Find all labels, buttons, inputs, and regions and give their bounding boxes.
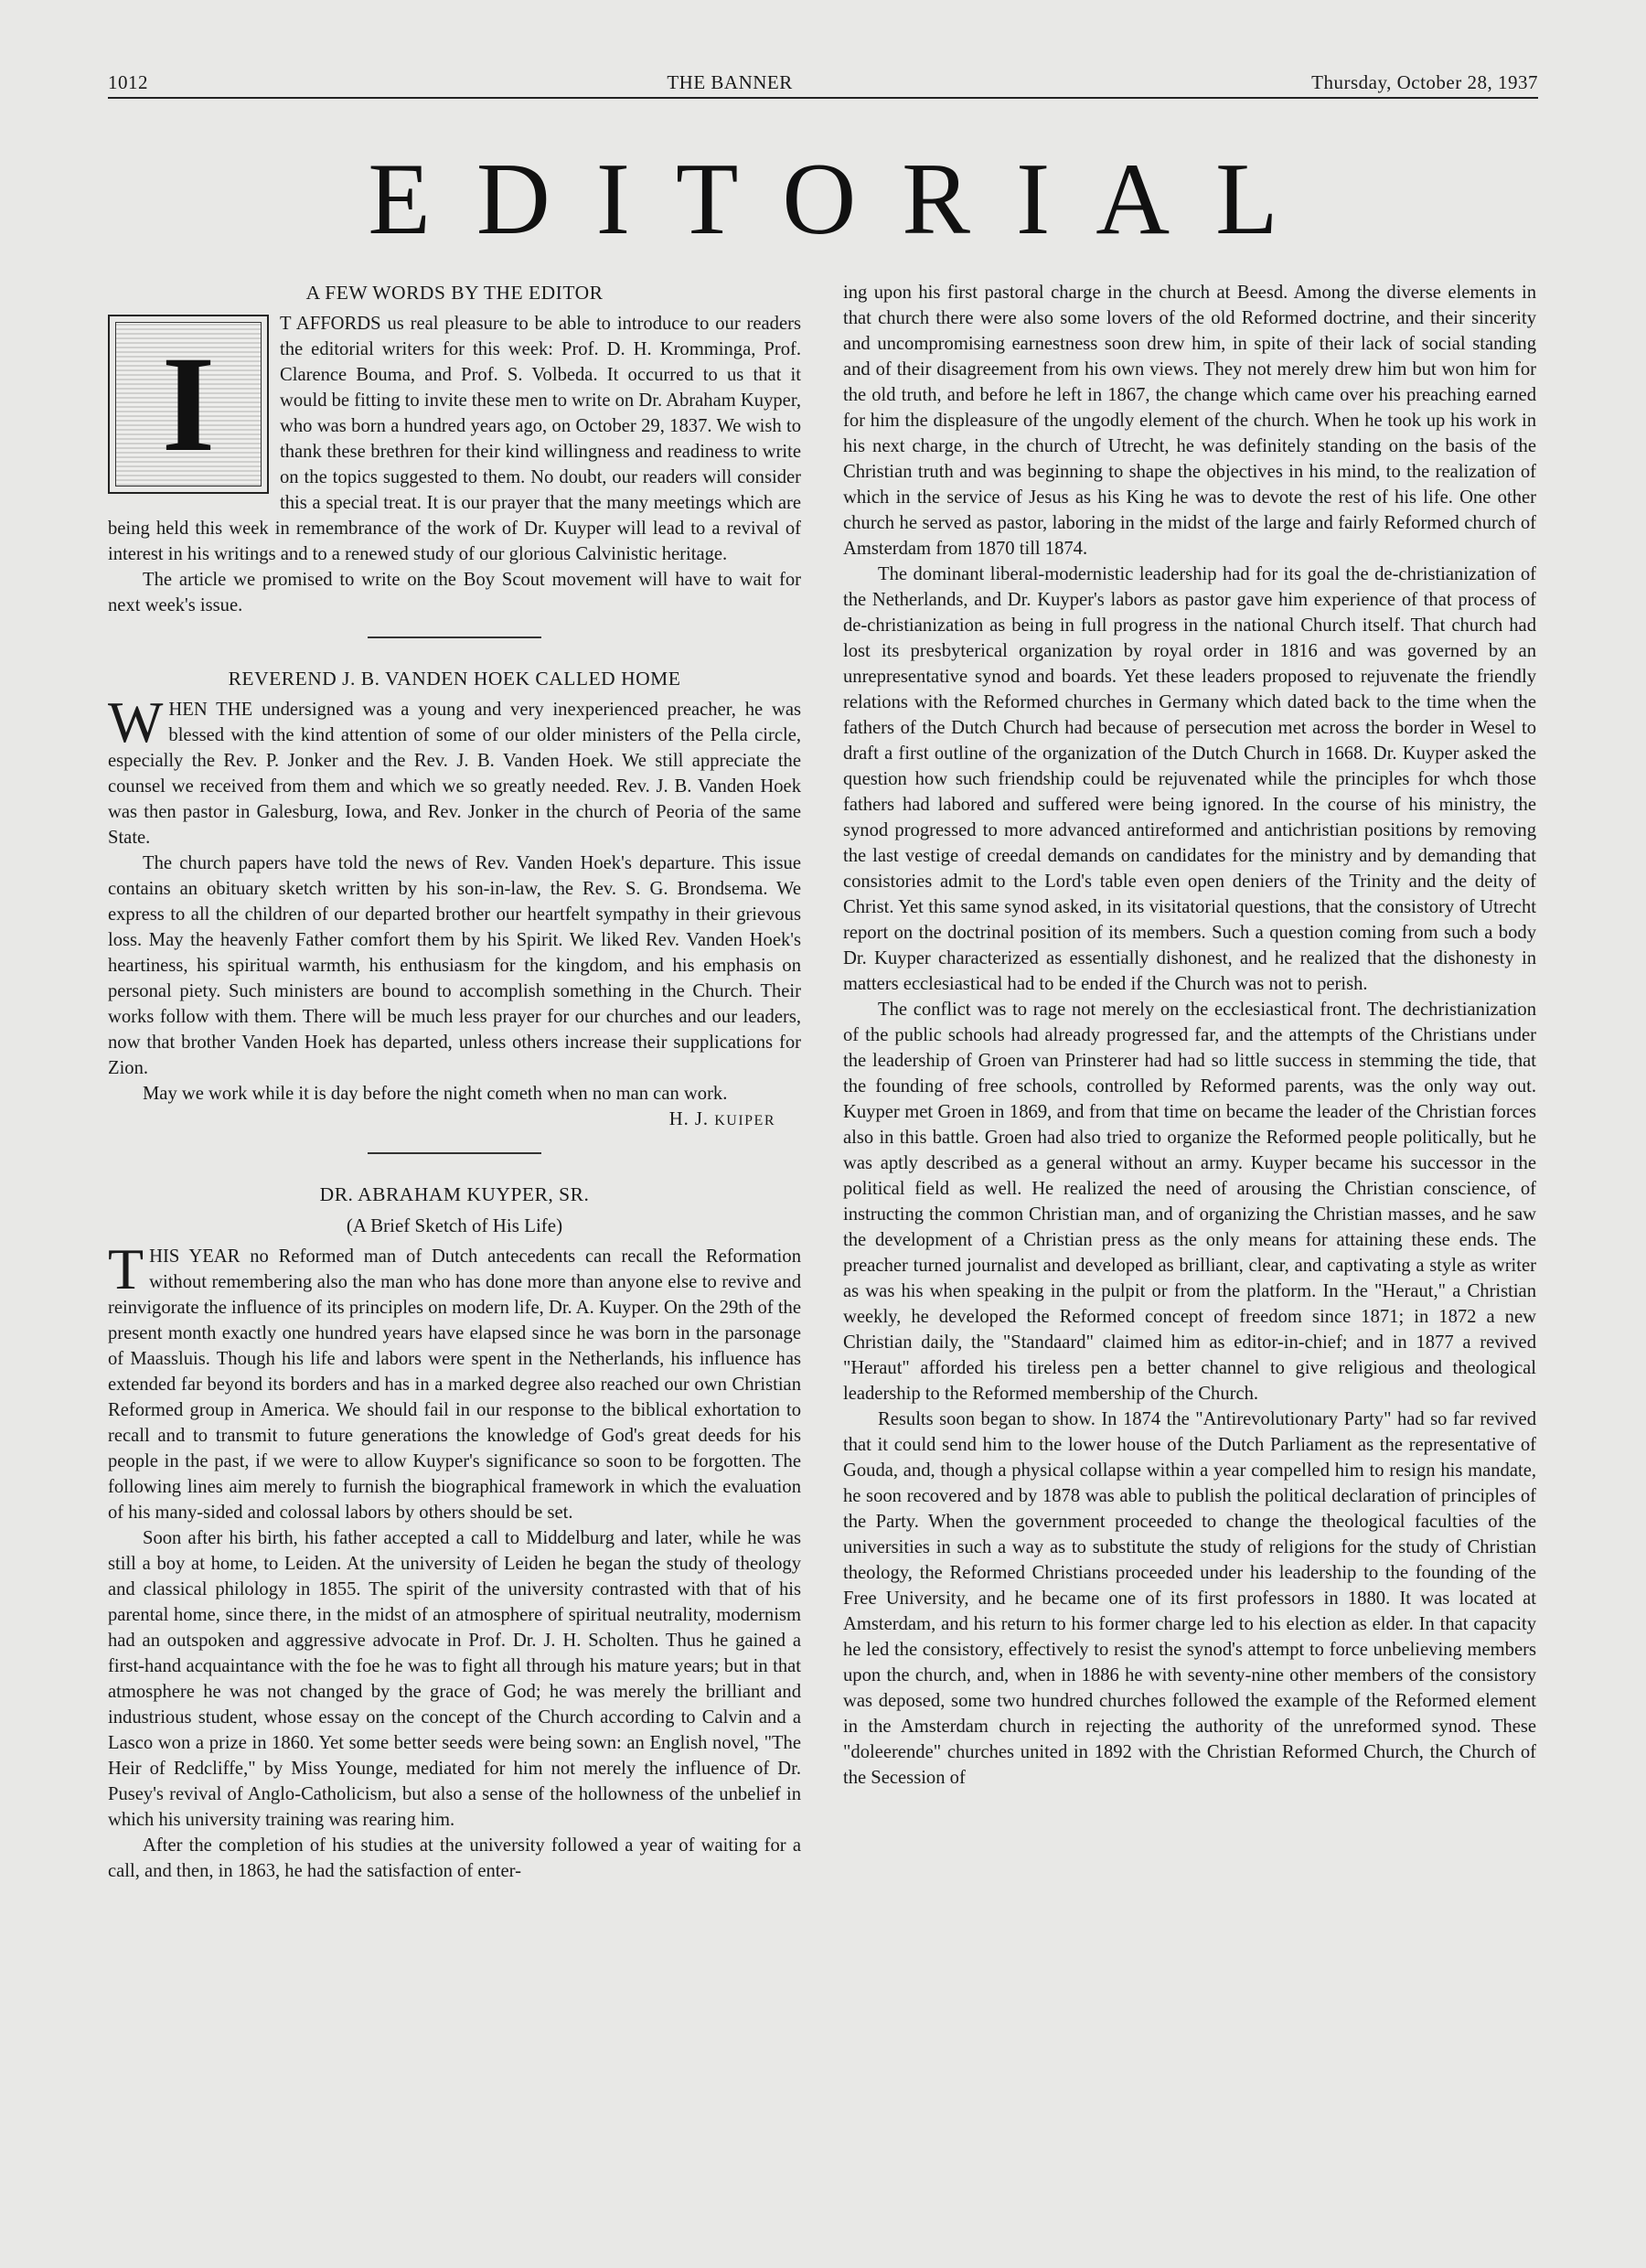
publication-name: THE BANNER (667, 71, 793, 93)
paragraph: The conflict was to rage not merely on the ecclesiastical front. The dechristianization of the public schools had already progressed far, and the attempts of the Christians under the leadership of Groen van Prinsterer had had so little success in stemming the tide, that the founding of free schools, controlled by Reformed parents, was the only way out. Kuyper met Groen in 1869, and from that time on became the leader of the Christian forces also in this battle. Groen had also tried to organize the Reformed people politically, but he was aptly described as a general without an army. Kuyper became his successor in the political field as well. He realized the need of arousing the Christian conscience, of instructing the common Christian man, and of organizing the Christian masses, and he saw the development of a Christian press as the only means for attaining these ends. The preacher turned journalist and developed as brilliant, clear, and captivating a style as writer as was his when speaking in the pulpit or from the platform. In the "Heraut," a Christian weekly, he developed the Reformed concept of freedom since 1871; in 1872 a new Christian daily, the "Standaard" claimed him as editor-in-chief; and in 1877 a revived "Heraut" afforded his tireless pen a better channel to give religious and theological leadership to the Reformed membership of the Church. (843, 1000, 1536, 1404)
article-title: REVEREND J. B. VANDEN HOEK CALLED HOME (228, 668, 681, 690)
left-column (108, 280, 801, 1884)
page-number: 1012 (108, 71, 148, 93)
section-masthead: EDITORIAL (368, 143, 1324, 256)
dropcap-letter: I (115, 322, 262, 487)
section-divider (368, 637, 541, 638)
paragraph: The dominant liberal-modernistic leadership had for its goal the de-christianization of the Netherlands, and Dr. Kuyper's labors as pastor gave him experience of that process of de-christianization as being in full progress in the national Church itself. That church had lost its presbyterical organization by royal order in 1816 and was governed by an unrepresentative synod and boards. Yet these leaders proposed to rejuvenate the friendly relations with the Reformed churches in Germany which dated back to the time when the fathers of the Dutch Church had because of persecution met across the border in Wesel to draft a first outline of the organization of the Dutch Church in 1668. Dr. Kuyper asked the question how such friendship could be rejuvenated while the principles for whch those fathers had labored and suffered were being ignored. In the course of his ministry, the synod progressed to more advanced antireformed and antichristian positions by removing the last vestige of creedal demands on candidates for the ministry and by demanding that consistories admit to the Lord's table even open deniers of the Trinity and the deity of Christ. Yet this same synod asked, in its visitatorial questions, that the consistory of Utrecht report on the doctrinal position of its members. Such a question coming from such a body Dr. Kuyper characterized as essentially dishonest, and he realized that the dishonesty in matters ecclesiastical had to be ended if the Church was not to perish. (843, 564, 1536, 994)
author-signature (108, 1107, 801, 1134)
paragraph: Results soon began to show. In 1874 the "Antirevolutionary Party" had so far revived that it could send him to the lower house of the Dutch Parliament as the representative of Gouda, and, though a physical collapse within a year compelled him to resign his mandate, he soon recovered and by 1878 was able to publish the political declaration of principles of the Party. When the government proceeded to change the theological faculties of the universities in such a way as to substitute the study of religions for the study of Christian theology, the Reformed Christians proceeded under his leadership to the founding of the Free University, and he became one of its first professors in 1880. It was located at Amsterdam, and his return to his former charge led to his election as elder. In that capacity he led the consistory, effectively to resist the synod's attempt to force unbelieving members upon the church, and, when in 1886 he with seventy-nine other members of the consistory was deposed, some two hundred churches followed the example of the Reformed element in the Amsterdam church in rejecting the authority of the unreformed synod. These "doleerende" churches united in 1892 with the Christian Reformed Church, the Church of the Secession of (843, 1409, 1536, 1788)
signature-initials: H. J. (668, 1109, 715, 1129)
article-title: A FEW WORDS BY THE EDITOR (305, 282, 604, 304)
running-head (108, 71, 1538, 94)
paragraph: ing upon his first pastoral charge in the church at Beesd. Among the diverse elements in that church there were also some lovers of the old Reformed doctrine, and their sincerity and uncompromising earnestness soon drew him, in spite of their lack of social standing and of their disagreement from his own views. They not merely drew him but won him for the old truth, and before he left in 1867, the change which came over his preaching earned for him the displeasure of the ungodly element of the church. When he took up his work in his next charge, in the church of Utrecht, he was definitely standing on the basis of the Christian truth and was beginning to shape the objectives in his mind, to the realization of which in the service of Jesus as his King he was to devote the rest of his life. One other church he served as pastor, laboring in the midst of the large and fairly Reformed church of Amsterdam from 1870 till 1874. (843, 283, 1536, 559)
paragraph: HEN THE undersigned was a young and very inexperienced preacher, he was blessed with the kind attention of some of our older ministers of the Pella circle, especially the Rev. P. Jonker and the Rev. J. B. Vanden Hoek. We still appreciate the counsel we received from them and which we so greatly needed. Rev. J. B. Vanden Hoek was then pastor in Galesburg, Iowa, and Rev. Jonker in the church of Peoria of the same State. (108, 700, 801, 848)
article-title: DR. ABRAHAM KUYPER, SR. (319, 1183, 590, 1205)
ornamental-dropcap (108, 315, 269, 494)
signature-surname: KUIPER (714, 1113, 775, 1129)
paragraph: The church papers have told the news of Rev. Vanden Hoek's departure. This issue contains an obituary sketch written by his son-in-law, the Rev. S. G. Brondsema. We express to all the children of our departed brother our heartfelt sympathy in their grievous loss. May the heavenly Father comfort them by his Spirit. We liked Rev. Vanden Hoek's heartiness, his spiritual warmth, his enthusiasm for the kingdom, and his emphasis on personal piety. Such ministers are bound to accomplish something in the Church. Their works follow with them. There will be much less prayer for our churches and our leaders, now that brother Vanden Hoek has departed, unless others increase their supplications for Zion. (108, 853, 801, 1078)
paragraph: May we work while it is day before the night cometh when no man can work. (143, 1084, 728, 1104)
article-body (108, 311, 801, 618)
header-rule (108, 97, 1538, 99)
article-body (108, 1236, 801, 1884)
paragraph: HIS YEAR no Reformed man of Dutch antecedents can recall the Reformation without remembering also the man who has done more than anyone else to revive and reinvigorate the influence of its principles on modern life, Dr. A. Kuyper. On the 29th of the present month exactly one hundred years have elapsed since he was born in the parsonage of Maassluis. Though his life and labors were spent in the Netherlands, his influence has extended far beyond its borders and has in a marked degree also reached our own Christian Reformed group in America. We should fail in our response to the biblical exhortation to recall and to transmit to future generations the knowledge of God's great deeds for his people in the past, if we were to allow Kuyper's significance so soon to be forgotten. The following lines aim merely to furnish the biographical framework in which the evaluation of his many-sided and colossal labors by others should be set. (108, 1246, 801, 1523)
initial-letter: W (108, 690, 164, 754)
initial-letter: T (108, 1236, 144, 1301)
article-body (108, 690, 801, 1134)
paragraph: T AFFORDS us real pleasure to be able to introduce to our readers the editorial writers for this week: Prof. D. H. Kromminga, Prof. Clarence Bouma, and Prof. S. Volbeda. It occurred to us that it would be fitting to invite these men to write on Dr. Abraham Kuyper, who was born a hundred years ago, on October 29, 1837. We wish to thank these brethren for their kind willingness and readiness to write on the topics suggested to them. No doubt, our readers will consider this a special treat. It is our prayer that the many meetings which are being held this week in remembrance of the work of Dr. Kuyper will lead to a revival of interest in his writings and to a renewed study of our glorious Calvinistic heritage. (108, 314, 801, 564)
paragraph: After the completion of his studies at the university followed a year of waiting for a call, and then, in 1863, he had the satisfaction of enter- (108, 1835, 801, 1881)
right-column (843, 280, 1536, 1791)
issue-date: Thursday, October 28, 1937 (1311, 71, 1538, 93)
paragraph: Soon after his birth, his father accepted a call to Middelburg and later, while he was still a boy at home, to Leiden. At the university of Leiden he began the study of theology and classical philology in 1855. The spirit of the university contrasted with that of his parental home, since there, in the midst of an atmosphere of spiritual neutrality, modernism had an outspoken and aggressive advocate in Prof. Dr. J. H. Scholten. Thus he gained a first-hand acquaintance with the foe he was to fight all through his mature years; but in that atmosphere he was not changed by the grace of God; he was merely the brilliant and industrious student, whose essay on the concept of the Church according to Calvin and a Lasco won a prize in 1860. Yet some better seeds were being sown: an English novel, "The Heir of Redcliffe," by Miss Younge, mediated for him not merely the influence of Dr. Pusey's revival of Anglo-Catholicism, but also a sense of the hollowness of the unbelief in which his university training was rearing him. (108, 1528, 801, 1830)
paragraph: The article we promised to write on the Boy Scout movement will have to wait for next week's issue. (108, 570, 801, 615)
section-divider (368, 1152, 541, 1154)
article-subtitle: (A Brief Sketch of His Life) (346, 1214, 563, 1236)
